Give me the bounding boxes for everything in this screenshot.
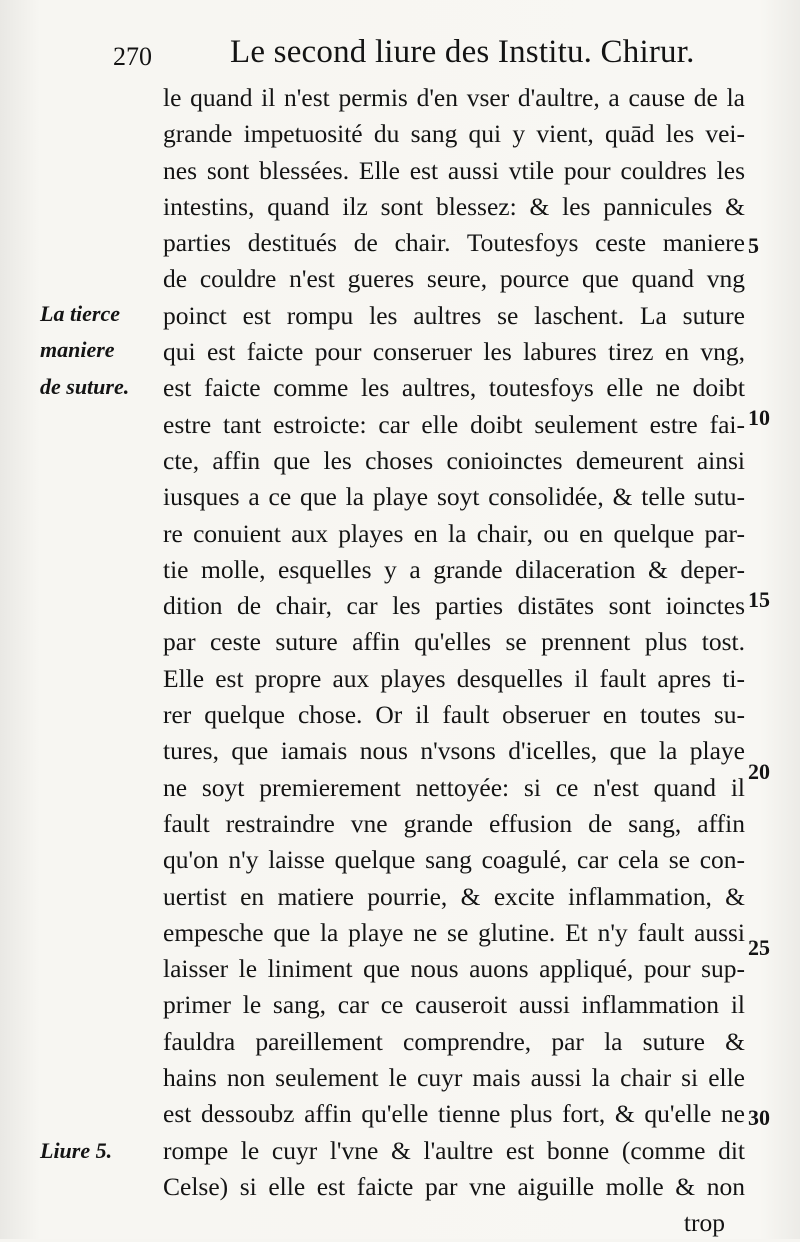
text-line: hains non seulement le cuyr mais aussi la chair si elle <box>163 1063 745 1093</box>
text-line: Celse) si elle est faicte par vne aiguille molle & non <box>163 1171 745 1201</box>
text-line: est faicte comme les aultres, toutesfoys elle ne doibt <box>163 373 745 403</box>
body-text <box>163 80 745 1242</box>
text-line: estre tant estroicte: car elle doibt seulement estre fai- <box>163 409 745 439</box>
text-line: primer le sang, car ce causeroit aussi inflammation il <box>163 990 745 1020</box>
text-line: nes sont blessées. Elle est aussi vtile pour couldres les <box>163 155 745 185</box>
text-line: par ceste suture affin qu'elles se prennent plus tost. <box>163 627 745 657</box>
text-line: laisser le liniment que nous auons appliqué, pour sup- <box>163 954 745 984</box>
text-line: le quand il n'est permis d'en vser d'aultre, a cause de la <box>163 83 745 112</box>
catchword: trop <box>683 1208 725 1238</box>
text-line: iusques a ce que la playe soyt consolidée, & telle sutu- <box>163 482 745 512</box>
text-line: tie molle, esquelles y a grande dilaceration & deper- <box>163 554 745 584</box>
line-number: 15 <box>748 587 770 612</box>
text-line: grande impetuosité du sang qui y vient, quād les vei- <box>163 119 745 149</box>
running-head: Le second liure des Institu. Chirur. <box>230 34 695 70</box>
margin-note-liure: Liure 5. <box>40 1138 113 1163</box>
text-line: intestins, quand ilz sont blessez: & les pannicules & <box>163 191 745 221</box>
text-line: rer quelque chose. Or il fault obseruer en toutes su- <box>163 700 745 730</box>
text-line: empesche que la playe ne se glutine. Et n'y fault aussi <box>163 917 745 947</box>
line-number: 5 <box>748 233 759 258</box>
text-line: ne soyt premierement nettoyée: si ce n'est quand il <box>163 772 745 802</box>
page-number: 270 <box>113 42 152 71</box>
text-line: fault restraindre vne grande effusion de sang, affin <box>163 808 745 838</box>
margin-note-line: La tierce <box>40 301 121 326</box>
text-line: tures, que iamais nous n'vsons d'icelles, que la playe <box>163 736 745 766</box>
margin-note-line: maniere <box>40 337 115 363</box>
text-line: qu'on n'y laisse quelque sang coagulé, car cela se con- <box>163 845 745 875</box>
text-line: Elle est propre aux playes desquelles il fault apres ti- <box>163 663 745 693</box>
text-line: parties destitués de chair. Toutesfoys ceste maniere <box>163 228 745 258</box>
text-line: qui est faicte pour conseruer les labures tirez en vng, <box>163 337 745 367</box>
text-line: re conuient aux playes en la chair, ou en quelque par- <box>163 518 745 548</box>
text-line: fauldra pareillement comprendre, par la suture & <box>163 1026 745 1056</box>
text-line: est dessoubz affin qu'elle tienne plus fort, & qu'elle ne <box>163 1099 745 1129</box>
line-number: 30 <box>748 1105 770 1130</box>
text-line: dition de chair, car les parties distātes sont ioinctes <box>163 591 745 621</box>
margin-note-line: de suture. <box>40 373 130 399</box>
text-line: cte, affin que les choses conioinctes demeurent ainsi <box>163 445 745 475</box>
text-line: rompe le cuyr l'vne & l'aultre est bonne (comme dit <box>163 1135 745 1165</box>
text-line: poinct est rompu les aultres se laschent. La suture <box>163 300 745 330</box>
text-line: uertist en matiere pourrie, & excite inflammation, & <box>163 881 745 911</box>
line-number: 10 <box>748 405 770 430</box>
line-number: 25 <box>748 935 770 960</box>
margin-note-tierce <box>40 296 129 405</box>
line-number: 20 <box>748 759 770 784</box>
text-line: de couldre n'est gueres seure, pource que quand vng <box>163 264 745 294</box>
